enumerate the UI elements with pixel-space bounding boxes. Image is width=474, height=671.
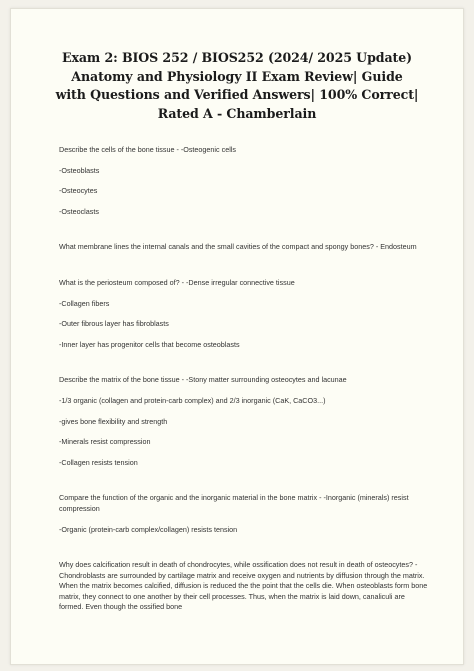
document-title: Exam 2: BIOS 252 / BIOS252 (2024/ 2025 Update) Anatomy and Physiology II Exam Review| Guide with Questions and Verified Answers| 100% Correct| Rated A - Chamberlain bbox=[55, 50, 419, 121]
answer-line: -Collagen resists tension bbox=[59, 457, 138, 467]
answer-line: -Outer fibrous layer has fibroblasts bbox=[59, 319, 169, 329]
answer-line: -Inner layer has progenitor cells that become osteoblasts bbox=[59, 339, 240, 349]
qa-block-matrix bbox=[59, 375, 431, 468]
answer-line: -Collagen fibers bbox=[59, 298, 110, 308]
document-body bbox=[59, 145, 431, 638]
answer-line: -Osteoclasts bbox=[59, 206, 99, 216]
answer-line: -Organic (protein-carb complex/collagen) resists tension bbox=[59, 524, 238, 534]
answer-line: -Osteoblasts bbox=[59, 165, 100, 175]
answer-line: -Minerals resist compression bbox=[59, 437, 151, 447]
document-page bbox=[10, 8, 464, 665]
question-text: What membrane lines the internal canals and the small cavities of the compact and spongy bones? - Endosteum bbox=[59, 242, 417, 252]
qa-block-endosteum bbox=[59, 242, 431, 253]
answer-line: -gives bone flexibility and strength bbox=[59, 416, 168, 426]
question-text: Compare the function of the organic and the inorganic material in the bone matrix - -Inorganic (minerals) resist compression bbox=[59, 493, 409, 513]
answer-line: -Osteocytes bbox=[59, 186, 98, 196]
qa-block-calcification bbox=[59, 560, 431, 613]
question-text: Describe the cells of the bone tissue - -Osteogenic cells bbox=[59, 145, 236, 154]
question-text: Describe the matrix of the bone tissue - -Stony matter surrounding osteocytes and lacunae bbox=[59, 375, 347, 385]
answer-line: -1/3 organic (collagen and protein-carb complex) and 2/3 inorganic (CaK, CaCO3...) bbox=[59, 395, 326, 405]
question-text: What is the periosteum composed of? - -Dense irregular connective tissue bbox=[59, 277, 295, 287]
question-text: Why does calcification result in death of chondrocytes, while ossification does not result in death of osteocytes? - Chondroblasts are surrounded by cartilage matrix and receive oxygen and nutrients by diffusion through the matrix. When the matrix becomes calcified, diffusion is reduced the the point that the cells die. When osteoblasts form bone matrix, they connect to one another by their cell processes. Thus, when the matrix is laid down, canaliculi are formed. Even though the ossified bone bbox=[59, 560, 428, 612]
qa-block-cells bbox=[59, 145, 431, 217]
qa-block-periosteum bbox=[59, 278, 431, 350]
qa-block-organic-inorganic bbox=[59, 493, 431, 535]
